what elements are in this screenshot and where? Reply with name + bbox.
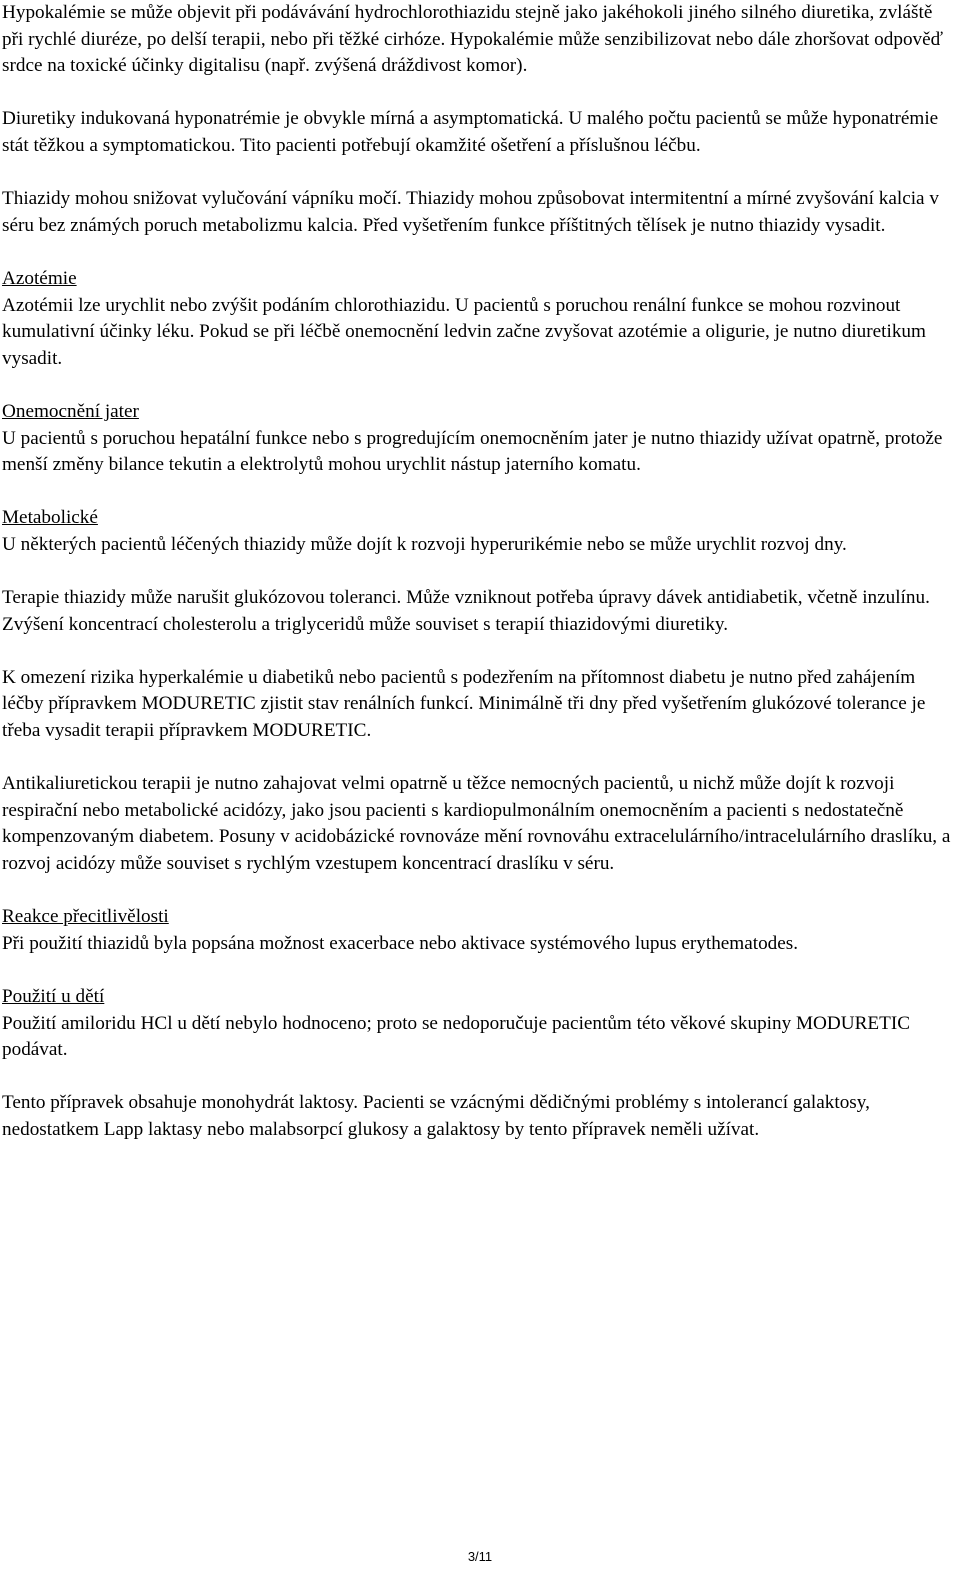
paragraph-antikaliureticka-terapie: Antikaliuretickou terapii je nutno zahajovat velmi opatrně u těžce nemocných pacientů, u nichž může dojít k rozvoji respirační nebo metabolické acidózy, jako jsou pacienti s kardiopulmonálním onemocněním a pacienti s nedostatečně kompenzovaným diabetem. Posuny v acidobázické rovnováze mění rovnováhu extracelulárního/intracelulárního draslíku, a rozvoj acidózy může souviset s rychlým vzestupem koncentrací draslíku v séru. xyxy=(2,773,951,874)
paragraph-laktosa: Tento přípravek obsahuje monohydrát laktosy. Pacienti se vzácnými dědičnými problémy s intolerancí galaktosy, nedostatkem Lapp laktasy nebo malabsorpcí glukosy a galaktosy by tento přípravek neměli užívat. xyxy=(2,1092,870,1140)
heading-pouziti-u-deti: Použití u dětí xyxy=(2,985,105,1007)
paragraph-hyperurikemie: U některých pacientů léčených thiazidy může dojít k rozvoji hyperurikémie nebo se může urychlit rozvoj dny. xyxy=(2,533,847,555)
paragraph-deti: Použití amiloridu HCl u dětí nebylo hodnoceno; proto se nedoporučuje pacientům této věkové skupiny MODURETIC podávat. xyxy=(2,1012,911,1061)
heading-onemocneni-jater: Onemocnění jater xyxy=(2,400,139,422)
page-number: 3/11 xyxy=(467,1549,493,1564)
heading-metabolicke: Metabolické xyxy=(2,507,98,529)
paragraph-azotemie: Azotémii lze urychlit nebo zvýšit podáním chlorothiazidu. U pacientů s poruchou renální funkce se mohou rozvinout kumulativní účinky léku. Pokud se při léčbě onemocnění ledvin začne zvyšovat azotémie a oligurie, je nutno diuretikum vysadit. xyxy=(2,294,926,369)
paragraph-thiazidy-vapnik: Thiazidy mohou snižovat vylučování vápníku močí. Thiazidy mohou způsobovat intermitentní a mírné zvyšování kalcia v séru bez známých poruch metabolizmu kalcia. Před vyšetřením funkce příštitných tělísek je nutno thiazidy vysadit. xyxy=(2,188,939,236)
paragraph-onemocneni-jater: U pacientů s poruchou hepatální funkce nebo s progredujícím onemocněním jater je nutno thiazidy užívat opatrně, protože menší změny bilance tekutin a elektrolytů mohou urychlit nástup jaterního komatu. xyxy=(2,427,943,476)
paragraph-hypokalemie: Hypokalémie se může objevit při podávávání hydrochlorothiazidu stejně jako jakéhokoli jiného silného diuretika, zvláště při rychlé diuréze, po delší terapii, nebo při těžké cirhóze. Hypokalémie může senzibilizovat nebo dále zhoršovat odpověď srdce na toxické účinky digitalisu (např. zvýšená dráždivost komor). xyxy=(2,2,944,77)
paragraph-lupus: Při použití thiazidů byla popsána možnost exacerbace nebo aktivace systémového lupus erythematodes. xyxy=(2,932,799,954)
section-pouziti-u-deti xyxy=(2,984,954,1064)
section-onemocneni-jater xyxy=(2,399,954,479)
section-azotemie xyxy=(2,266,954,372)
document-page xyxy=(2,0,954,1170)
paragraph-hyperkalemie-diabetici: K omezení rizika hyperkalémie u diabetiků nebo pacientů s podezřením na přítomnost diabetu je nutno před zahájením léčby přípravkem MODURETIC zjistit stav renálních funkcí. Minimálně tři dny před vyšetřením glukózové tolerance je třeba vysadit terapii přípravkem MODURETIC. xyxy=(2,666,926,742)
heading-reakce-precitlivelosti: Reakce přecitlivělosti xyxy=(2,906,169,928)
section-reakce-precitlivelosti xyxy=(2,904,954,957)
paragraph-glukozova-tolerance: Terapie thiazidy může narušit glukózovou toleranci. Může vzniknout potřeba úpravy dávek antidiabetik, včetně inzulínu. Zvýšení koncentrací cholesterolu a triglyceridů může souviset s terapií thiazidovými diuretiky. xyxy=(2,587,930,635)
heading-azotemie: Azotémie xyxy=(2,267,77,289)
paragraph-hyponatremie: Diuretiky indukovaná hyponatrémie je obvykle mírná a asymptomatická. U malého počtu pacientů se může hyponatrémie stát těžkou a symptomatickou. Tito pacienti potřebují okamžité ošetření a příslušnou léčbu. xyxy=(2,108,939,156)
section-metabolicke xyxy=(2,505,954,558)
